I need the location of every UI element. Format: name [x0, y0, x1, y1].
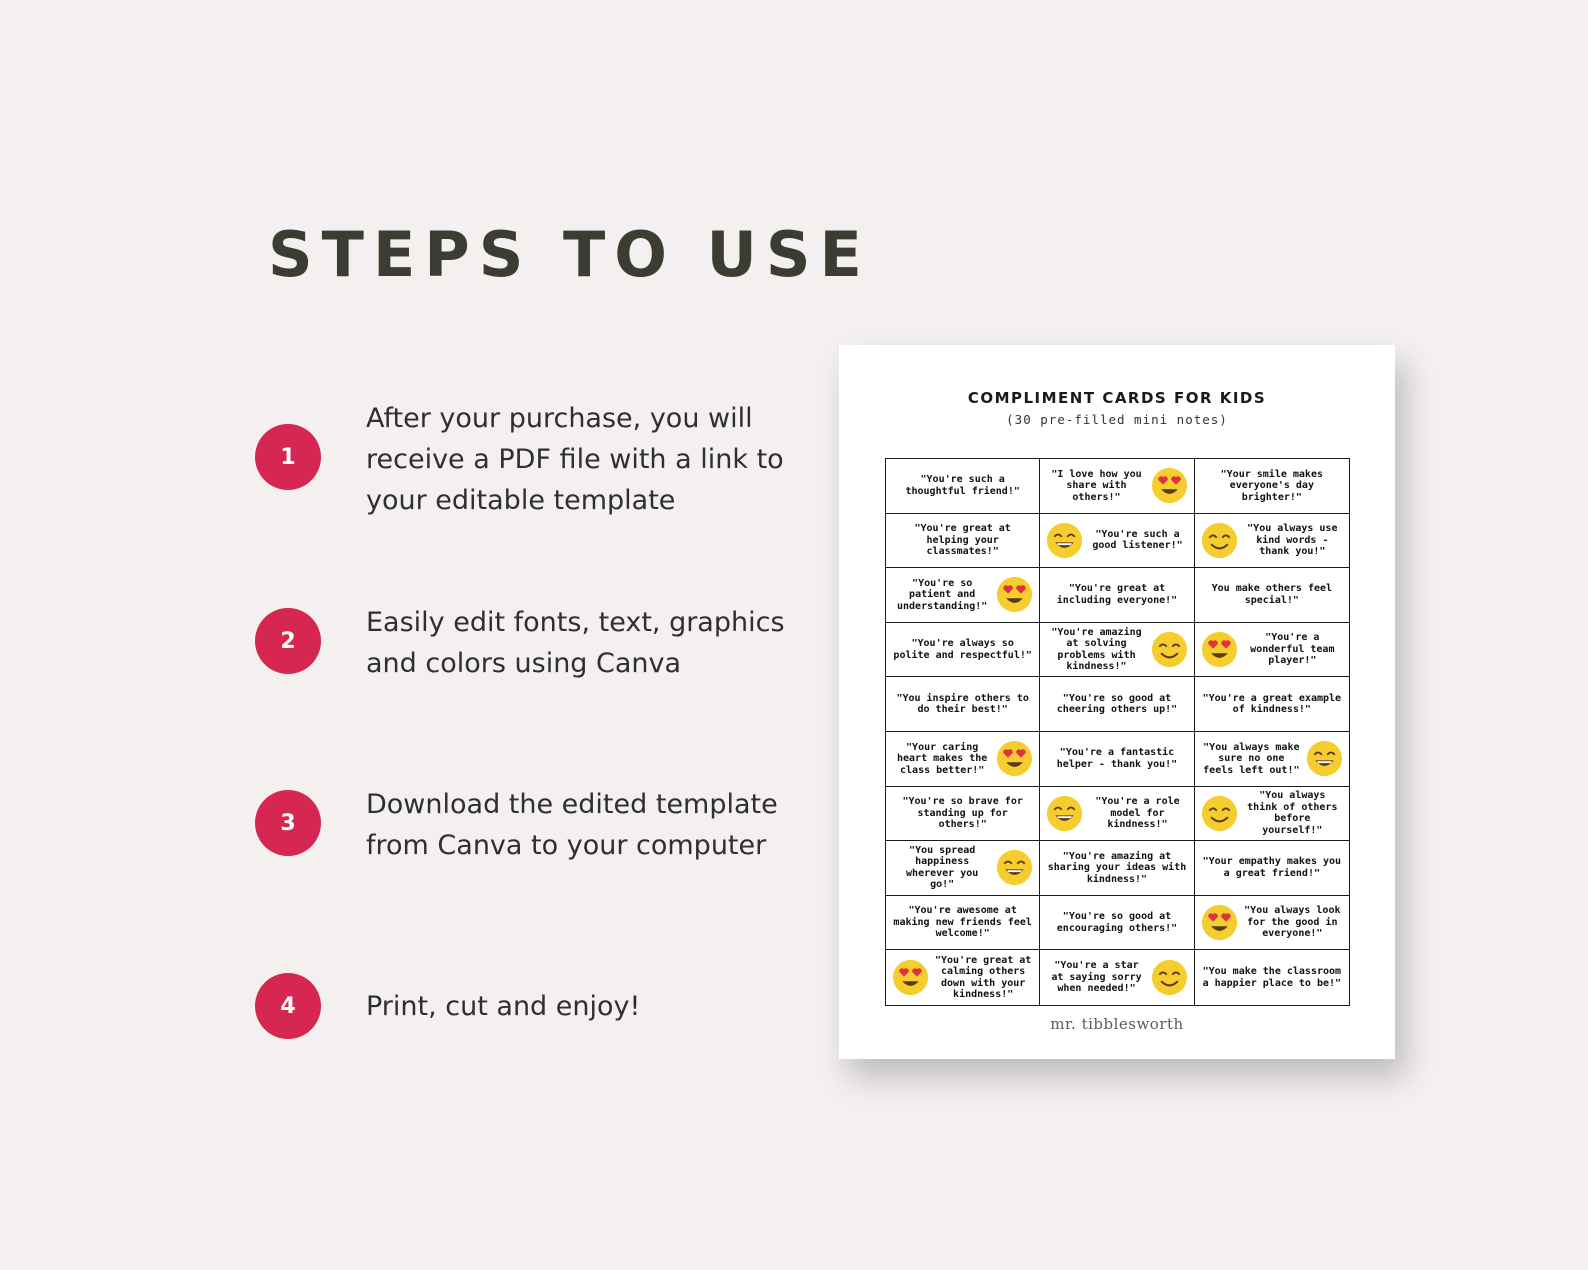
compliment-card: [1195, 732, 1349, 787]
compliment-card: [886, 568, 1040, 623]
compliment-card-text: "You're so patient and understanding!": [897, 577, 988, 612]
step-4-text: Print, cut and enjoy!: [366, 991, 641, 1022]
compliment-card-text: "Your empathy makes you a great friend!": [1202, 856, 1342, 879]
compliment-card-text: "You always think of others before yourself!": [1247, 790, 1338, 836]
compliment-card-text: "You're amazing at sharing your ideas with kindness!": [1047, 850, 1187, 885]
compliment-card-text: "You're awesome at making new friends feel welcome!": [893, 905, 1032, 940]
step-3-text: Download the edited template from Canva to your computer: [366, 789, 778, 861]
compliment-card: [1040, 732, 1194, 787]
compliment-card-text: "You make the classroom a happier place to be!": [1202, 966, 1342, 989]
compliment-card-text: "You're great at including everyone!": [1056, 583, 1178, 606]
step-3-badge: 3: [255, 790, 321, 856]
step-1-badge: 1: [255, 424, 321, 490]
compliment-card-grid: [885, 458, 1350, 1006]
compliment-card-text: "You always make sure no one feels left out!": [1203, 741, 1300, 776]
compliment-card-text: "You're a star at saying sorry when needed!": [1051, 960, 1142, 995]
step-2-text: Easily edit fonts, text, graphics and colors using Canva: [366, 607, 785, 679]
compliment-card: [1195, 841, 1349, 896]
compliment-card: [1195, 787, 1349, 842]
compliment-card: [1040, 677, 1194, 732]
sheet-title: COMPLIMENT CARDS FOR KIDS: [967, 389, 1267, 407]
compliment-card: [1195, 677, 1349, 732]
compliment-card-text: "You're so good at cheering others up!": [1056, 692, 1178, 716]
heart-eyes-emoji: [892, 959, 929, 996]
grin-emoji: [1306, 740, 1343, 777]
compliment-card: [1040, 896, 1194, 951]
compliment-card-text: "You're great at helping your classmates!": [914, 523, 1011, 558]
compliment-card-text: "Your caring heart makes the class better!": [897, 741, 988, 776]
compliment-card-text: "You're a wonderful team player!": [1250, 632, 1335, 667]
heart-eyes-emoji: [996, 740, 1033, 777]
compliment-card: [1195, 950, 1349, 1005]
compliment-card-text: "You spread happiness wherever you go!": [906, 844, 979, 891]
compliment-card: [1195, 896, 1349, 951]
compliment-card: [886, 787, 1040, 842]
compliment-card: [1195, 623, 1349, 678]
compliment-card-text: "I love how you share with others!": [1051, 468, 1142, 503]
compliment-card-text: "Your smile makes everyone's day brighter!": [1220, 468, 1323, 503]
compliment-card: [886, 623, 1040, 678]
compliment-card-text: "You always look for the good in everyone!": [1244, 905, 1341, 940]
compliment-card-text: "You're great at calming others down with your kindness!": [935, 954, 1032, 1001]
compliment-card: [1040, 787, 1194, 842]
compliment-card-text: "You're a great example of kindness!": [1202, 692, 1342, 716]
compliment-card: [1195, 514, 1349, 569]
compliment-card-text: "You always use kind words - thank you!": [1247, 523, 1338, 558]
compliment-card: [886, 732, 1040, 787]
compliment-card: [1195, 568, 1349, 623]
compliment-card-text: "You're a fantastic helper - thank you!": [1056, 747, 1178, 770]
grin-emoji: [996, 849, 1033, 886]
compliment-card: [1040, 950, 1194, 1005]
compliment-card: [1040, 568, 1194, 623]
compliment-card-text: "You're a role model for kindness!": [1095, 796, 1180, 831]
smile-emoji: [1151, 959, 1188, 996]
compliment-card-text: "You inspire others to do their best!": [896, 692, 1029, 716]
compliment-card: [1040, 841, 1194, 896]
compliment-card: [886, 896, 1040, 951]
smile-emoji: [1201, 795, 1238, 832]
sheet-footer-brand: mr. tibblesworth: [1050, 1015, 1184, 1033]
grin-emoji: [1046, 522, 1083, 559]
compliment-card: [886, 459, 1040, 514]
compliment-card-text: "You're always so polite and respectful!": [893, 638, 1032, 661]
compliment-card-text: "You're so brave for standing up for others!": [902, 796, 1023, 831]
sheet-subtitle: (30 pre-filled mini notes): [1006, 412, 1228, 427]
compliment-card: [1040, 459, 1194, 514]
smile-emoji: [1201, 522, 1238, 559]
page-title: STEPS TO USE: [268, 218, 871, 291]
step-4-badge: 4: [255, 973, 321, 1039]
compliment-card: [886, 677, 1040, 732]
compliment-card: [886, 950, 1040, 1005]
compliment-card: [886, 841, 1040, 896]
template-preview-sheet: [839, 345, 1395, 1059]
smile-emoji: [1151, 631, 1188, 668]
compliment-card: [1040, 623, 1194, 678]
heart-eyes-emoji: [1201, 631, 1238, 668]
compliment-card-text: "You're such a thoughtful friend!": [905, 474, 1020, 497]
compliment-card-text: "You're such a good listener!": [1092, 528, 1183, 552]
compliment-card-text: "You're so good at encouraging others!": [1056, 911, 1178, 934]
step-2-badge: 2: [255, 608, 321, 674]
heart-eyes-emoji: [1201, 904, 1238, 941]
compliment-card: [1195, 459, 1349, 514]
heart-eyes-emoji: [996, 576, 1033, 613]
compliment-card-text: You make others feel special!": [1211, 583, 1333, 606]
heart-eyes-emoji: [1151, 467, 1188, 504]
step-1-text: After your purchase, you will receive a PDF file with a link to your editable template: [366, 403, 784, 516]
compliment-card: [886, 514, 1040, 569]
compliment-card-text: "You're amazing at solving problems with kindness!": [1051, 626, 1142, 673]
grin-emoji: [1046, 795, 1083, 832]
compliment-card: [1040, 514, 1194, 569]
